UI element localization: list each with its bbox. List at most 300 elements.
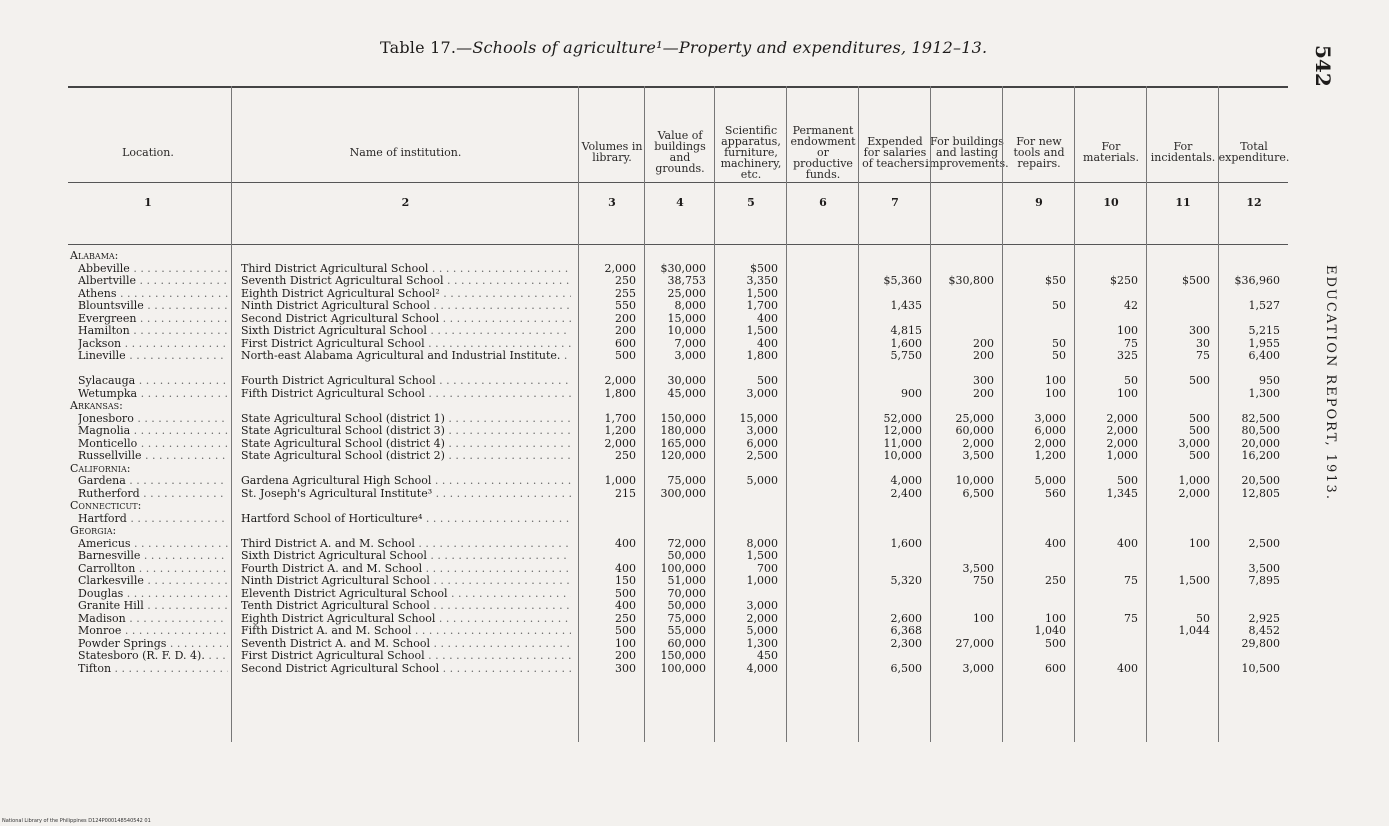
value-cell: 400 — [757, 336, 778, 350]
value-cell: 7,000 — [674, 336, 706, 350]
value-cell: 100 — [1045, 611, 1066, 625]
value-cell: 75,000 — [667, 611, 706, 625]
table-row — [68, 650, 1288, 662]
table-row — [68, 538, 1288, 550]
value-cell: 600 — [1045, 661, 1066, 675]
location-cell: Sylacauga . . . — [78, 375, 228, 387]
value-cell: 1,500 — [746, 549, 778, 562]
value-cell: 300 — [615, 661, 636, 675]
value-cell: 6,500 — [890, 661, 922, 675]
value-cell: 300,000 — [660, 486, 706, 500]
value-cell: 560 — [1045, 486, 1066, 500]
value-cell: $500 — [750, 261, 778, 275]
value-cell: 7,895 — [1248, 574, 1280, 587]
header-volumes: Volumes in library. — [581, 140, 643, 164]
value-cell: 6,400 — [1248, 349, 1280, 362]
value-cell: 75 — [1124, 611, 1138, 625]
value-cell: 3,000 — [962, 661, 994, 675]
location-cell: Magnolia . . . — [78, 425, 228, 437]
table-label: Table 17. — [380, 38, 457, 57]
value-cell: 950 — [1259, 374, 1280, 387]
state-label: Alabama: — [70, 249, 119, 262]
location-cell: Douglas . . . — [78, 588, 228, 600]
table-row — [68, 475, 1288, 487]
table-row — [68, 275, 1288, 287]
institution-cell: North-east Alabama Agricultural and Industrial Institute. . . . — [241, 350, 571, 362]
value-cell: 50 — [1052, 299, 1066, 312]
colnum-6: 6 — [819, 196, 827, 209]
value-cell: 8,000 — [674, 299, 706, 312]
table-row — [68, 375, 1288, 387]
value-cell: $30,800 — [948, 274, 994, 287]
value-cell: 2,500 — [746, 449, 778, 462]
institution-cell: Ninth District Agricultural School . . . — [241, 300, 571, 312]
value-cell: 20,000 — [1241, 436, 1280, 450]
value-cell: 200 — [973, 349, 994, 362]
header-location: Location. — [122, 145, 174, 159]
table-row — [68, 413, 1288, 425]
colnum-3: 3 — [608, 196, 616, 209]
value-cell: 30,000 — [667, 374, 706, 387]
value-cell: 400 — [615, 599, 636, 612]
value-cell: 4,000 — [746, 661, 778, 675]
value-cell: 2,000 — [1106, 411, 1138, 425]
value-cell: $250 — [1110, 274, 1138, 287]
value-cell: 20,500 — [1241, 474, 1280, 487]
location-cell: Blountsville . . . — [78, 300, 228, 312]
value-cell: 8,000 — [746, 536, 778, 550]
value-cell: 1,500 — [1178, 574, 1210, 587]
institution-cell: Fourth District A. and M. School . . . — [241, 563, 571, 575]
institution-cell: Eighth District Agricultural School . . . — [241, 613, 571, 625]
value-cell: 6,500 — [962, 486, 994, 500]
value-cell: 200 — [615, 324, 636, 337]
value-cell: 50 — [1196, 611, 1210, 625]
value-cell: 100 — [1189, 536, 1210, 550]
value-cell: 5,000 — [1034, 474, 1066, 487]
colnum-1: 1 — [144, 196, 152, 209]
value-cell: 500 — [1189, 449, 1210, 462]
location-cell: Russellville . . . — [78, 450, 228, 462]
value-cell: 100,000 — [660, 661, 706, 675]
value-cell: 100,000 — [660, 561, 706, 575]
value-cell: 60,000 — [667, 636, 706, 650]
value-cell: 100 — [1117, 386, 1138, 400]
value-cell: 750 — [973, 574, 994, 587]
value-cell: 2,000 — [1178, 486, 1210, 500]
value-cell: 300 — [973, 374, 994, 387]
header-tools: For new tools and repairs. — [1013, 134, 1065, 170]
institution-cell: First District Agricultural School . . . — [241, 338, 571, 350]
value-cell: 120,000 — [660, 449, 706, 462]
institution-cell: Eleventh District Agricultural School . . . — [241, 588, 571, 600]
value-cell: 2,000 — [746, 611, 778, 625]
institution-cell: Seventh District A. and M. School . . . — [241, 638, 571, 650]
value-cell: 600 — [615, 336, 636, 350]
location-cell: Monticello . . . — [78, 438, 228, 450]
institution-cell: State Agricultural School (district 1) . . . — [241, 413, 571, 425]
value-cell: 25,000 — [667, 286, 706, 300]
value-cell: 60,000 — [955, 424, 994, 437]
value-cell: 15,000 — [667, 311, 706, 325]
table-row — [68, 313, 1288, 325]
institution-cell: Hartford School of Horticulture⁴ . . . — [241, 513, 571, 525]
value-cell: 1,800 — [746, 349, 778, 362]
value-cell: 15,000 — [739, 411, 778, 425]
value-cell: 6,000 — [746, 436, 778, 450]
table-row — [68, 450, 1288, 462]
table-row — [68, 625, 1288, 637]
value-cell: 500 — [1045, 636, 1066, 650]
value-cell: 3,500 — [962, 449, 994, 462]
value-cell: 16,200 — [1241, 449, 1280, 462]
location-cell: Granite Hill . . . — [78, 600, 228, 612]
institution-cell: Fifth District Agricultural School . . . — [241, 388, 571, 400]
value-cell: 50 — [1052, 336, 1066, 350]
value-cell: 1,600 — [890, 536, 922, 550]
value-cell: 75 — [1124, 574, 1138, 587]
value-cell: 10,000 — [883, 449, 922, 462]
value-cell: 6,000 — [1034, 424, 1066, 437]
value-cell: 4,000 — [890, 474, 922, 487]
value-cell: 1,200 — [604, 424, 636, 437]
value-cell: 30 — [1196, 336, 1210, 350]
value-cell: $50 — [1045, 274, 1066, 287]
value-cell: 1,700 — [604, 411, 636, 425]
location-cell: Rutherford . . . — [78, 488, 228, 500]
location-cell: Jonesboro . . . — [78, 413, 228, 425]
header-scientific: Scientific apparatus, furniture, machinery, etc. — [720, 123, 782, 181]
value-cell: 180,000 — [660, 424, 706, 437]
table-row — [68, 575, 1288, 587]
value-cell: 45,000 — [667, 386, 706, 400]
header-incidentals: For incidentals. — [1150, 140, 1216, 164]
value-cell: 2,000 — [1034, 436, 1066, 450]
institution-cell: Gardena Agricultural High School . . . — [241, 475, 571, 487]
value-cell: 255 — [615, 286, 636, 300]
header-value-grounds: Value of buildings and grounds. — [654, 129, 706, 175]
value-cell: 500 — [1189, 424, 1210, 437]
institution-cell: First District Agricultural School . . . — [241, 650, 571, 662]
value-cell: 400 — [757, 311, 778, 325]
value-cell: 12,000 — [883, 424, 922, 437]
value-cell: 1,435 — [890, 299, 922, 312]
value-cell: 1,000 — [746, 574, 778, 587]
location-cell: Americus . . . — [78, 538, 228, 550]
value-cell: 1,500 — [746, 324, 778, 337]
value-cell: 2,000 — [1106, 436, 1138, 450]
value-cell: 1,955 — [1248, 336, 1280, 350]
value-cell: 700 — [757, 561, 778, 575]
location-cell: Abbeville . . . — [78, 263, 228, 275]
value-cell: 2,000 — [604, 261, 636, 275]
value-cell: 3,000 — [746, 424, 778, 437]
value-cell: 12,805 — [1241, 486, 1280, 500]
header-total: Total expenditure. — [1218, 140, 1290, 164]
value-cell: 2,300 — [890, 636, 922, 650]
table-row — [68, 613, 1288, 625]
institution-cell: Tenth District Agricultural School . . . — [241, 600, 571, 612]
value-cell: 10,500 — [1241, 661, 1280, 675]
institution-cell: Third District A. and M. School . . . — [241, 538, 571, 550]
value-cell: 200 — [973, 386, 994, 400]
colnum-8 — [932, 196, 1002, 216]
value-cell: 5,750 — [890, 349, 922, 362]
value-cell: 75,000 — [667, 474, 706, 487]
institution-cell: Fourth District Agricultural School . . . — [241, 375, 571, 387]
value-cell: 215 — [615, 486, 636, 500]
location-cell: Hamilton . . . — [78, 325, 228, 337]
value-cell: 3,000 — [674, 349, 706, 362]
value-cell: 100 — [973, 611, 994, 625]
running-head: EDUCATION REPORT, 1913. — [1323, 265, 1338, 501]
value-cell: 50,000 — [667, 549, 706, 562]
value-cell: 1,000 — [604, 474, 636, 487]
table-row — [68, 438, 1288, 450]
value-cell: 200 — [615, 311, 636, 325]
colnum-2: 2 — [401, 196, 410, 209]
value-cell: 42 — [1124, 299, 1138, 312]
value-cell: 400 — [1045, 536, 1066, 550]
footer-note: National Library of the Philippines D124P000148540542 01 — [2, 818, 151, 824]
value-cell: 3,500 — [1248, 561, 1280, 575]
value-cell: 3,500 — [962, 561, 994, 575]
institution-cell: Ninth District Agricultural School . . . — [241, 575, 571, 587]
value-cell: 2,000 — [1106, 424, 1138, 437]
location-cell: Jackson . . . — [78, 338, 228, 350]
value-cell: 5,320 — [890, 574, 922, 587]
location-cell: Hartford . . . — [78, 513, 228, 525]
value-cell: 2,600 — [890, 611, 922, 625]
table-row — [68, 563, 1288, 575]
value-cell: 6,368 — [890, 624, 922, 637]
location-cell: Clarkesville . . . — [78, 575, 228, 587]
location-cell: Madison . . . — [78, 613, 228, 625]
state-row — [68, 400, 1288, 412]
value-cell: 5,000 — [746, 474, 778, 487]
value-cell: 250 — [1045, 574, 1066, 587]
value-cell: 2,000 — [962, 436, 994, 450]
table-row — [68, 425, 1288, 437]
location-cell: Gardena . . . — [78, 475, 228, 487]
value-cell: 150 — [615, 574, 636, 587]
value-cell: 500 — [615, 624, 636, 637]
value-cell: 2,925 — [1248, 611, 1280, 625]
value-cell: 55,000 — [667, 624, 706, 637]
value-cell: 500 — [1117, 474, 1138, 487]
value-cell: 75 — [1196, 349, 1210, 362]
institution-cell: Fifth District A. and M. School . . . — [241, 625, 571, 637]
value-cell: 250 — [615, 611, 636, 625]
value-cell: 100 — [1045, 374, 1066, 387]
value-cell: 450 — [757, 649, 778, 662]
value-cell: 4,815 — [890, 324, 922, 337]
value-cell: 2,000 — [604, 436, 636, 450]
value-cell: 1,500 — [746, 286, 778, 300]
value-cell: 150,000 — [660, 649, 706, 662]
value-cell: 500 — [615, 586, 636, 600]
state-label: Arkansas: — [70, 399, 123, 412]
value-cell: 5,000 — [746, 624, 778, 637]
table-row — [68, 288, 1288, 300]
value-cell: 75 — [1124, 336, 1138, 350]
value-cell: 10,000 — [667, 324, 706, 337]
data-table — [68, 72, 1288, 752]
value-cell: 29,800 — [1241, 636, 1280, 650]
table-title — [380, 38, 1100, 57]
value-cell: 1,040 — [1034, 624, 1066, 637]
value-cell: 500 — [757, 374, 778, 387]
value-cell: 100 — [1045, 386, 1066, 400]
page-number: 542 — [1311, 45, 1335, 87]
value-cell: 100 — [1117, 324, 1138, 337]
location-cell: Monroe . . . — [78, 625, 228, 637]
table-row — [68, 388, 1288, 400]
value-cell: 1,527 — [1248, 299, 1280, 312]
institution-cell: Third District Agricultural School . . . — [241, 263, 571, 275]
table-row — [68, 300, 1288, 312]
value-cell: 250 — [615, 274, 636, 287]
value-cell: 300 — [1189, 324, 1210, 337]
value-cell: 500 — [1189, 411, 1210, 425]
value-cell: 200 — [973, 336, 994, 350]
value-cell: 400 — [615, 536, 636, 550]
institution-cell: State Agricultural School (district 4) . . . — [241, 438, 571, 450]
value-cell: 3,000 — [746, 386, 778, 400]
colnum-11: 11 — [1175, 196, 1191, 209]
colnum-9: 9 — [1035, 196, 1043, 209]
table-row — [68, 638, 1288, 650]
value-cell: 1,300 — [746, 636, 778, 650]
value-cell: 2,000 — [604, 374, 636, 387]
value-cell: 2,500 — [1248, 536, 1280, 550]
value-cell: 50 — [1052, 349, 1066, 362]
value-cell: 500 — [615, 349, 636, 362]
value-cell: 52,000 — [883, 411, 922, 425]
location-cell: Powder Springs . . . — [78, 638, 228, 650]
value-cell: 3,000 — [1178, 436, 1210, 450]
value-cell: 11,000 — [883, 436, 922, 450]
institution-cell: State Agricultural School (district 2) . . . — [241, 450, 571, 462]
value-cell: 1,800 — [604, 386, 636, 400]
institution-cell: Seventh District Agricultural School . . . — [241, 275, 571, 287]
value-cell: 150,000 — [660, 411, 706, 425]
value-cell: 900 — [901, 386, 922, 400]
table-caption: —Schools of agriculture¹—Property and expenditures, 1912–13. — [456, 38, 988, 57]
value-cell: 500 — [1189, 374, 1210, 387]
value-cell: 38,753 — [667, 274, 706, 287]
value-cell: 400 — [615, 561, 636, 575]
value-cell: 82,500 — [1241, 411, 1280, 425]
location-cell: Evergreen . . . — [78, 313, 228, 325]
colnum-7: 7 — [891, 196, 899, 209]
value-cell: $500 — [1182, 274, 1210, 287]
value-cell: 400 — [1117, 536, 1138, 550]
table-row — [68, 263, 1288, 275]
location-cell: Athens . . . — [78, 288, 228, 300]
value-cell: $30,000 — [660, 261, 706, 275]
institution-cell: Sixth District Agricultural School . . . — [241, 550, 571, 562]
value-cell: 80,500 — [1241, 424, 1280, 437]
value-cell: 1,200 — [1034, 449, 1066, 462]
institution-cell: Second District Agricultural School . . . — [241, 313, 571, 325]
value-cell: 1,600 — [890, 336, 922, 350]
table-row — [68, 588, 1288, 600]
value-cell: 250 — [615, 449, 636, 462]
value-cell: 3,350 — [746, 274, 778, 287]
location-cell: Carrollton . . . — [78, 563, 228, 575]
value-cell: 2,400 — [890, 486, 922, 500]
value-cell: 1,044 — [1178, 624, 1210, 637]
location-cell: Statesboro (R. F. D. 4). . . . — [78, 650, 228, 662]
colnum-4: 4 — [676, 196, 684, 209]
table-row — [68, 550, 1288, 562]
value-cell: 27,000 — [955, 636, 994, 650]
value-cell: 8,452 — [1248, 624, 1280, 637]
value-cell: 325 — [1117, 349, 1138, 362]
value-cell: 25,000 — [955, 411, 994, 425]
value-cell: 550 — [615, 299, 636, 312]
value-cell: 400 — [1117, 661, 1138, 675]
location-cell: Lineville . . . — [78, 350, 228, 362]
value-cell: $5,360 — [883, 274, 922, 287]
value-cell: 1,300 — [1248, 386, 1280, 400]
institution-cell: Second District Agricultural School . . . — [241, 663, 571, 675]
colnum-5: 5 — [747, 196, 755, 209]
value-cell: 3,000 — [746, 599, 778, 612]
value-cell: 100 — [615, 636, 636, 650]
header-institution: Name of institution. — [349, 145, 462, 159]
state-label: California: — [70, 461, 131, 475]
institution-cell: State Agricultural School (district 3) . . . — [241, 425, 571, 437]
table-top-rule — [68, 86, 1288, 88]
location-cell: Albertville . . . — [78, 275, 228, 287]
table-row — [68, 600, 1288, 612]
institution-cell: Eighth District Agricultural School² . . . — [241, 288, 571, 300]
location-cell: Tifton . . . — [78, 663, 228, 675]
value-cell: 70,000 — [667, 586, 706, 600]
table-row — [68, 488, 1288, 500]
institution-cell: Sixth District Agricultural School . . . — [241, 325, 571, 337]
value-cell: 1,000 — [1178, 474, 1210, 487]
state-row — [68, 525, 1288, 537]
table-row — [68, 350, 1288, 362]
value-cell: 10,000 — [955, 474, 994, 487]
state-label: Georgia: — [70, 524, 117, 537]
table-row — [68, 663, 1288, 675]
header-buildings: For buildings and lasting improvements. — [925, 134, 1009, 170]
table-row — [68, 338, 1288, 350]
header-salaries: Expended for salaries of teachers. — [862, 134, 928, 170]
value-cell: 165,000 — [660, 436, 706, 450]
location-cell: Barnesville . . . — [78, 550, 228, 562]
value-cell: 72,000 — [667, 536, 706, 550]
state-row — [68, 250, 1288, 262]
value-cell: 200 — [615, 649, 636, 662]
location-cell: Wetumpka . . . — [78, 388, 228, 400]
value-cell: 1,000 — [1106, 449, 1138, 462]
institution-cell: St. Joseph's Agricultural Institute³ . . . — [241, 488, 571, 500]
value-cell: 1,700 — [746, 299, 778, 312]
colnum-12: 12 — [1246, 196, 1262, 209]
table-row — [68, 325, 1288, 337]
state-row — [68, 500, 1288, 512]
value-cell: 50 — [1124, 374, 1138, 387]
value-cell: $36,960 — [1234, 274, 1280, 287]
value-cell: 3,000 — [1034, 411, 1066, 425]
colnum-rule — [68, 244, 1288, 245]
state-label: Connecticut: — [70, 499, 142, 512]
